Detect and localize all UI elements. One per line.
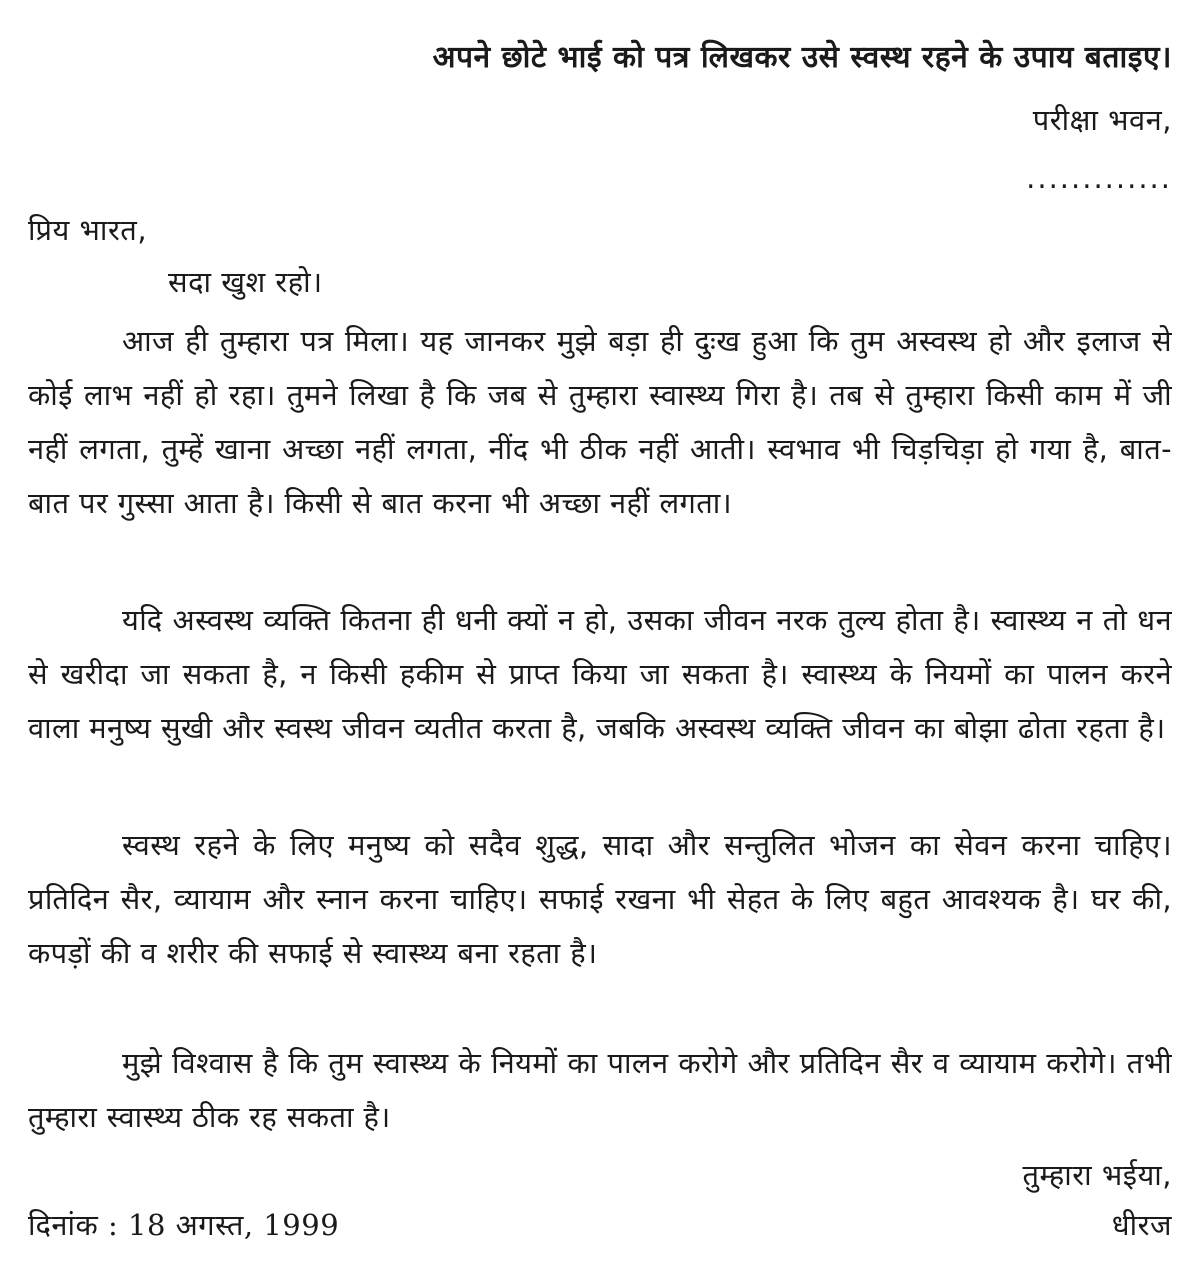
date <box>28 1205 339 1245</box>
date-value: 18 अगस्त, 1999 <box>128 1208 340 1242</box>
greeting: सदा खुश रहो। <box>168 265 323 299</box>
sender-address: परीक्षा भवन, <box>1032 103 1172 137</box>
sender-address-dots: ............. <box>1026 161 1172 195</box>
closing: तुम्हारा भईया, <box>1022 1158 1172 1192</box>
body-paragraph-2: यदि अस्वस्थ व्यक्ति कितना ही धनी क्यों न हो, उसका जीवन नरक तुल्य होता है। स्वास्थ्य न तो धन से खरीदा जा सकता है, न किसी हकीम से प्राप्त किया जा सकता है। स्वास्थ्य के नियमों का पालन करने वाला मनुष्य सुखी और स्वस्थ जीवन व्यतीत करता है, जबकि अस्वस्थ व्यक्ति जीवन का बोझा ढोता रहता है। <box>28 603 1172 745</box>
body-paragraph-4: मुझे विश्वास है कि तुम स्वास्थ्य के नियमों का पालन करोगे और प्रतिदिन सैर व व्यायाम करोगे। तभी तुम्हारा स्वास्थ्य ठीक रह सकता है। <box>28 1046 1172 1134</box>
body-paragraph-1: आज ही तुम्हारा पत्र मिला। यह जानकर मुझे बड़ा ही दुःख हुआ कि तुम अस्वस्थ हो और इलाज से कोई लाभ नहीं हो रहा। तुमने लिखा है कि जब से तुम्हारा स्वास्थ्य गिरा है। तब से तुम्हारा किसी काम में जी नहीं लगता, तुम्हें खाना अच्छा नहीं लगता, नींद भी ठीक नहीं आती। स्वभाव भी चिड़चिड़ा हो गया है, बात-बात पर गुस्सा आता है। किसी से बात करना भी अच्छा नहीं लगता। <box>28 324 1172 520</box>
body-paragraph-3: स्वस्थ रहने के लिए मनुष्य को सदैव शुद्ध, सादा और सन्तुलित भोजन का सेवन करना चाहिए। प्रतिदिन सैर, व्यायाम और स्नान करना चाहिए। सफाई रखना भी सेहत के लिए बहुत आवश्यक है। घर की, कपड़ों की व शरीर की सफाई से स्वास्थ्य बना रहता है। <box>28 828 1172 970</box>
question-heading: अपने छोटे भाई को पत्र लिखकर उसे स्वस्थ रहने के उपाय बताइए। <box>432 40 1172 75</box>
signature: धीरज <box>1111 1208 1172 1242</box>
date-label: दिनांक : <box>28 1208 119 1242</box>
salutation: प्रिय भारत, <box>28 213 148 247</box>
